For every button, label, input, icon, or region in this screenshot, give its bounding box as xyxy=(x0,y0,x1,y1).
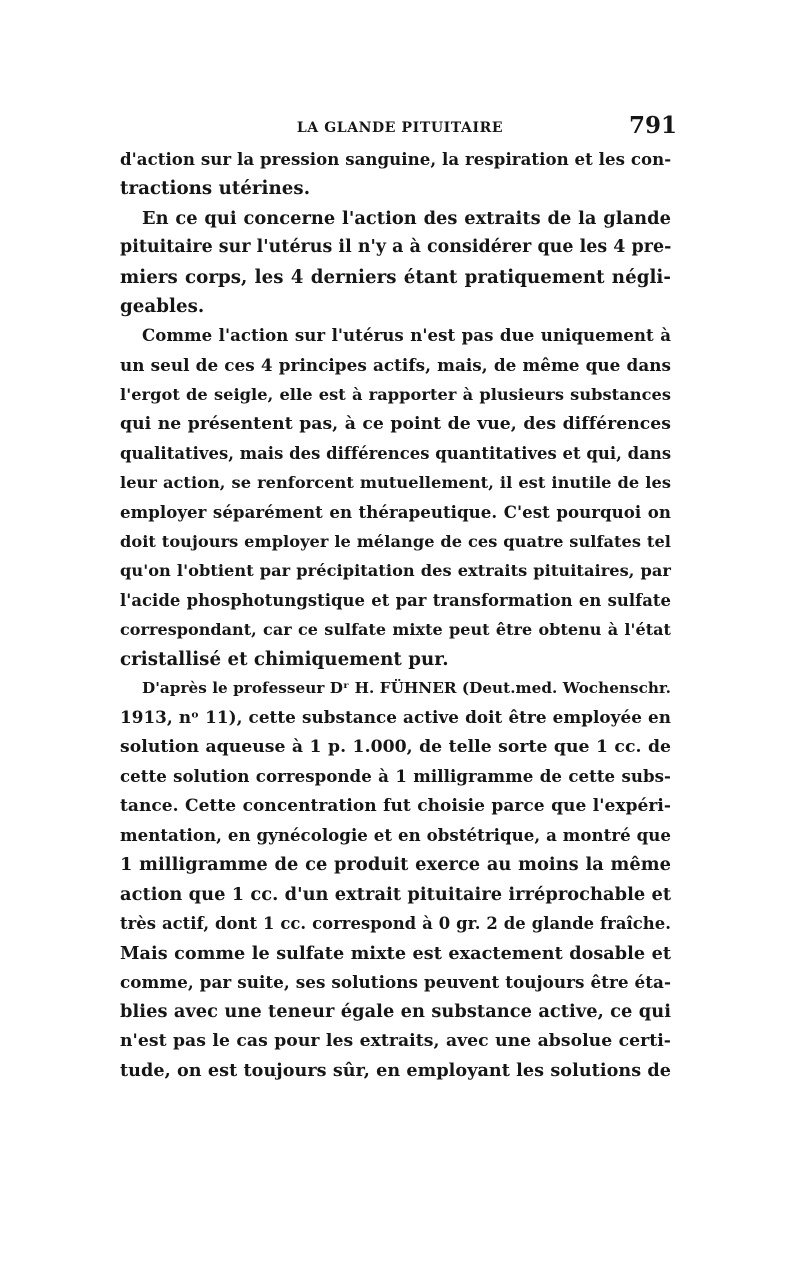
text-line: employer séparément en thérapeutique. C'est pourquoi on xyxy=(120,501,671,522)
page-header xyxy=(120,112,680,140)
text-line: leur action, se renforcent mutuellement, il est inutile de les xyxy=(120,473,671,493)
running-head: LA GLANDE PITUITAIRE xyxy=(296,120,504,136)
text-line: D'après le professeur Dʳ H. FÜHNER (Deut.med. Wochenschr. xyxy=(142,679,671,698)
text-line: tude, on est toujours sûr, en employant les solutions de xyxy=(120,1060,671,1082)
text-line: l'acide phosphotungstique et par transformation en sulfate xyxy=(120,590,671,610)
text-line: doit toujours employer le mélange de ces quatre sulfates tel xyxy=(120,532,671,552)
text-line: Comme l'action sur l'utérus n'est pas due uniquement à xyxy=(142,325,671,346)
text-line: qui ne présentent pas, à ce point de vue, des différences xyxy=(120,413,671,434)
text-line: mentation, en gynécologie et en obstétrique, a montré que xyxy=(120,824,671,845)
text-line: comme, par suite, ses solutions peuvent toujours être éta- xyxy=(120,971,671,992)
body-text xyxy=(120,145,671,1086)
text-line: d'action sur la pression sanguine, la respiration et les con- xyxy=(120,149,672,169)
text-line: solution aqueuse à 1 p. 1.000, de telle sorte que 1 cc. de xyxy=(120,736,671,757)
text-line: Mais comme le sulfate mixte est exactement dosable et xyxy=(120,942,671,964)
text-line: miers corps, les 4 derniers étant pratiquement négli- xyxy=(120,266,671,288)
text-line: cristallisé et chimiquement pur. xyxy=(120,648,449,670)
text-line: geables. xyxy=(120,295,205,317)
page-number: 791 xyxy=(628,112,677,139)
text-line: l'ergot de seigle, elle est à rapporter à plusieurs substances xyxy=(120,385,671,405)
text-line: un seul de ces 4 principes actifs, mais, de même que dans xyxy=(120,354,671,375)
text-line: tractions utérines. xyxy=(120,178,311,200)
text-line: qu'on l'obtient par précipitation des extraits pituitaires, par xyxy=(120,561,671,581)
text-line: correspondant, car ce sulfate mixte peut être obtenu à l'état xyxy=(120,620,671,640)
text-line: En ce qui concerne l'action des extraits de la glande xyxy=(142,207,671,229)
text-line: action que 1 cc. d'un extrait pituitaire irréprochable et xyxy=(120,883,672,905)
text-line: qualitatives, mais des différences quantitatives et qui, dans xyxy=(120,443,672,463)
text-line: n'est pas le cas pour les extraits, avec une absolue certi- xyxy=(120,1030,671,1051)
text-line: pituitaire sur l'utérus il n'y a à considérer que les 4 pre- xyxy=(120,237,672,258)
text-line: très actif, dont 1 cc. correspond à 0 gr. 2 de glande fraîche. xyxy=(120,914,671,934)
text-line: tance. Cette concentration fut choisie parce que l'expéri- xyxy=(120,795,671,816)
text-line: 1 milligramme de ce produit exerce au moins la même xyxy=(120,854,671,876)
text-line: blies avec une teneur égale en substance active, ce qui xyxy=(120,1001,671,1023)
text-line: 1913, nᵒ 11), cette substance active doit être employée en xyxy=(120,707,671,728)
text-line: cette solution corresponde à 1 milligramme de cette subs- xyxy=(120,766,671,787)
